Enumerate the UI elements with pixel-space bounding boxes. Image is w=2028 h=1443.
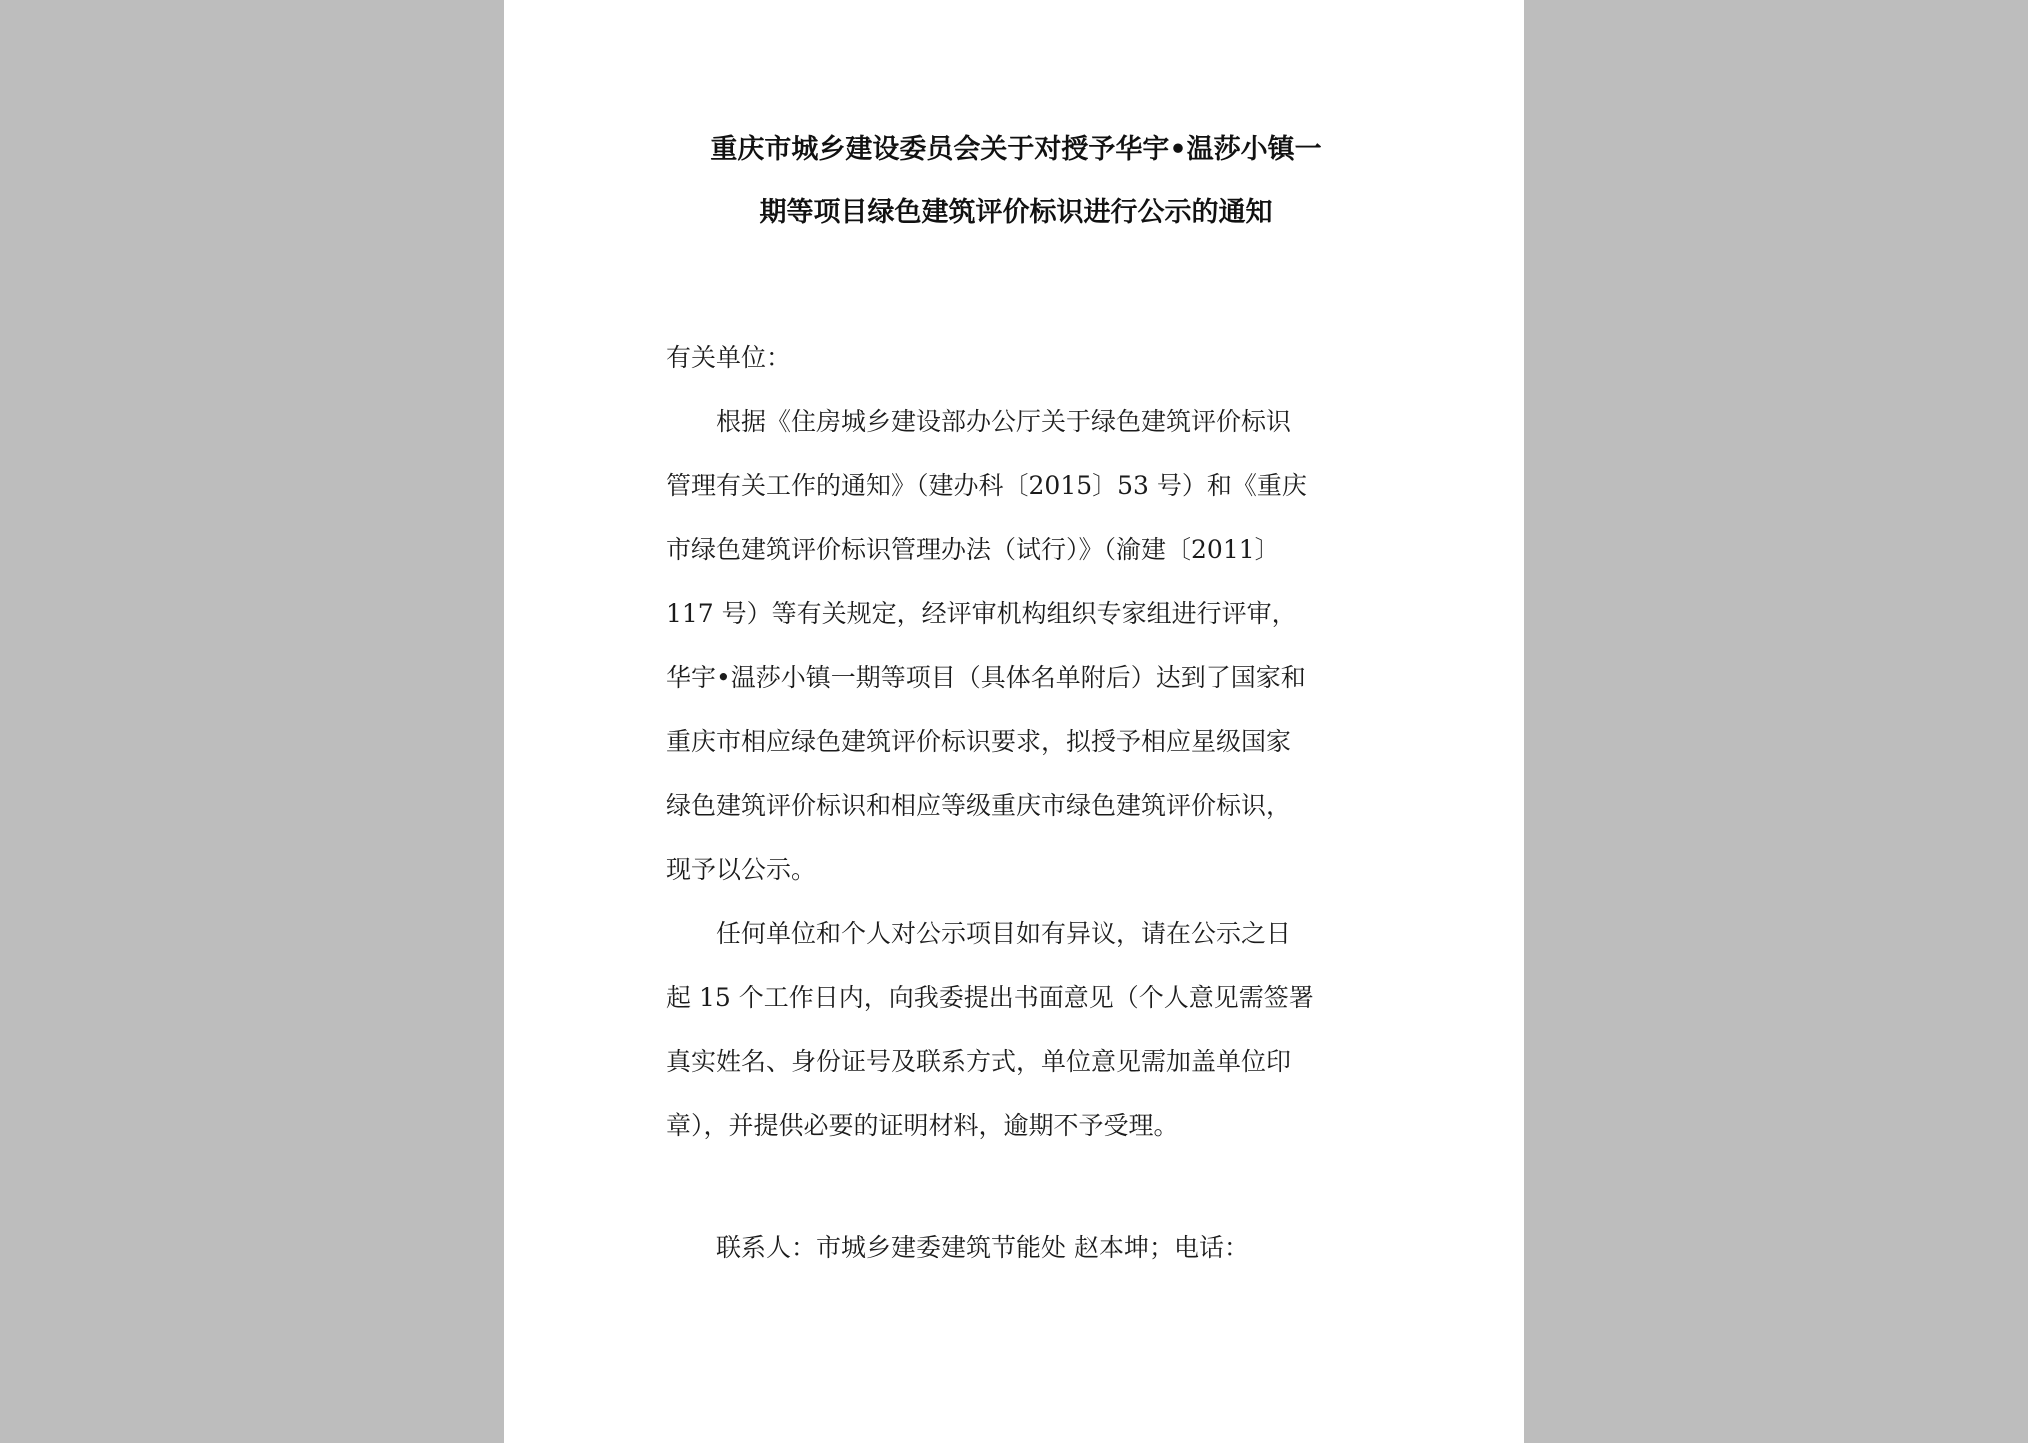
paragraph-line: 根据《住房城乡建设部办公厅关于绿色建筑评价标识: [666, 407, 1292, 436]
paragraph-line: 管理有关工作的通知》（建办科〔2015〕53 号）和《重庆: [666, 471, 1307, 500]
page-content: [666, 118, 1366, 1280]
paragraph-line: 华宇•温莎小镇一期等项目（具体名单附后）达到了国家和: [666, 663, 1306, 692]
paragraph-line: 绿色建筑评价标识和相应等级重庆市绿色建筑评价标识，: [666, 791, 1292, 820]
paragraph-objection: [666, 902, 1366, 1158]
title-line: 重庆市城乡建设委员会关于对授予华宇•温莎小镇一: [710, 134, 1322, 165]
paragraph-line: 重庆市相应绿色建筑评价标识要求，拟授予相应星级国家: [666, 727, 1292, 756]
paragraph-line: 章），并提供必要的证明材料，逾期不予受理。: [666, 1111, 1179, 1140]
salutation: 有关单位：: [666, 343, 792, 372]
document-title: [666, 118, 1366, 244]
title-line: 期等项目绿色建筑评价标识进行公示的通知: [759, 197, 1273, 228]
contact-line: 联系人：市城乡建委建筑节能处 赵本坤；电话：: [666, 1233, 1249, 1262]
paragraph-line: 任何单位和个人对公示项目如有异议，请在公示之日: [666, 919, 1292, 948]
paragraph-line: 起 15 个工作日内，向我委提出书面意见（个人意见需签署: [666, 983, 1314, 1012]
document-page: [504, 0, 1524, 1443]
paragraph-line: 市绿色建筑评价标识管理办法（试行）》（渝建〔2011〕: [666, 535, 1280, 564]
paragraph-basis: [666, 390, 1366, 902]
paragraph-line: 真实姓名、身份证号及联系方式，单位意见需加盖单位印: [666, 1047, 1292, 1076]
paragraph-line: 117 号）等有关规定，经评审机构组织专家组进行评审，: [666, 599, 1297, 628]
paragraph-line: 现予以公示。: [666, 855, 817, 884]
